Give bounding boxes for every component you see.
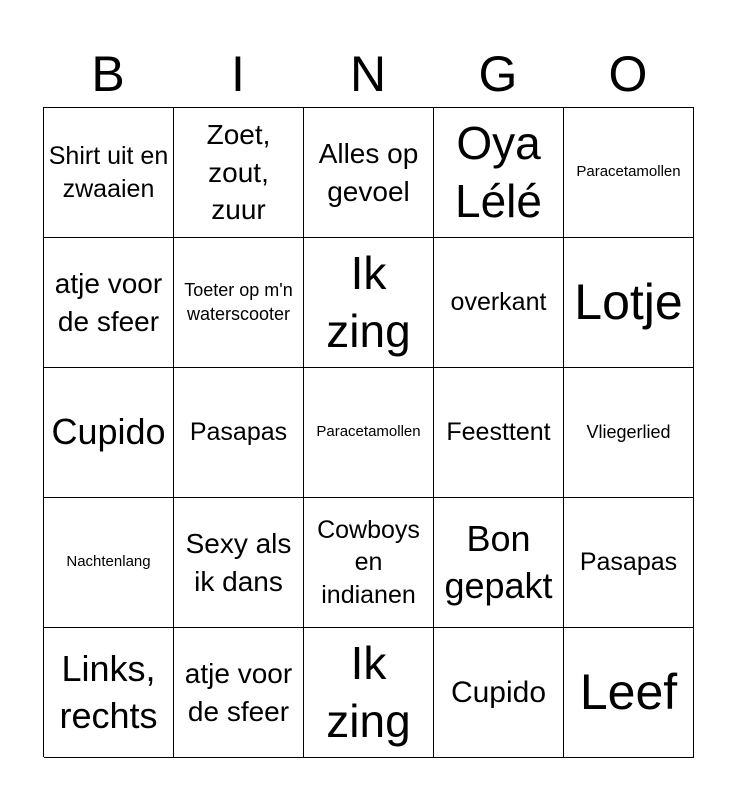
bingo-cell[interactable] [304,108,434,238]
bingo-cell[interactable] [174,368,304,498]
bingo-cell[interactable] [304,498,434,628]
cell-text: Links, rechts [59,647,158,736]
cell-text: Pasapas [189,418,288,447]
cell-text: Bon gepakt [444,517,553,606]
bingo-cell[interactable] [434,498,564,628]
cell-text: Paracetamollen [316,423,421,441]
bingo-cell[interactable] [304,628,434,758]
bingo-cell[interactable] [434,628,564,758]
bingo-cell[interactable] [44,498,174,628]
cell-text: Cupido [450,676,547,709]
bingo-cell[interactable] [564,368,694,498]
bingo-cell[interactable] [174,628,304,758]
cell-text: Shirt uit en zwaaien [48,142,169,203]
bingo-cell[interactable] [44,368,174,498]
cell-text: Zoet, zout, zuur [206,118,271,226]
cell-text: atje voor de sfeer [54,267,163,337]
cell-text: Feesttent [446,418,551,447]
bingo-cell[interactable] [434,238,564,368]
cell-text: atje voor de sfeer [184,657,293,727]
cell-text: Pasapas [579,548,678,577]
bingo-cell[interactable] [44,238,174,368]
cell-text: overkant [450,288,547,317]
cell-text: Ik zing [326,637,411,747]
bingo-cell[interactable] [174,108,304,238]
bingo-cell[interactable] [434,108,564,238]
cell-text: Nachtenlang [66,553,151,571]
cell-text: Toeter op m'n waterscooter [184,280,293,324]
bingo-cell[interactable] [564,498,694,628]
header-letter-o: O [608,46,648,102]
bingo-cell[interactable] [174,498,304,628]
cell-text: Oya Lélé [455,117,542,227]
bingo-board [43,107,694,757]
cell-text: Ik zing [326,247,411,357]
cell-text: Paracetamollen [576,163,681,181]
cell-text: Sexy als ik dans [185,527,292,597]
header-letter-g: G [478,46,518,102]
bingo-cell[interactable] [564,108,694,238]
cell-text: Cupido [51,411,166,453]
cell-text: Leef [579,664,678,720]
bingo-cell[interactable] [174,238,304,368]
header-letter-i: I [231,46,245,102]
bingo-cell[interactable] [434,368,564,498]
cell-text: Alles op gevoel [318,137,419,207]
bingo-cell[interactable] [564,238,694,368]
bingo-cell[interactable] [304,368,434,498]
bingo-cell[interactable] [44,108,174,238]
bingo-cell[interactable] [304,238,434,368]
header-letter-n: N [349,46,387,102]
cell-text: Lotje [574,274,683,330]
cell-text: Cowboys en indianen [317,515,420,609]
bingo-cell[interactable] [564,628,694,758]
bingo-cell[interactable] [44,628,174,758]
bingo-header [43,40,693,108]
header-letter-b: B [91,46,125,102]
cell-text: Vliegerlied [586,421,671,442]
